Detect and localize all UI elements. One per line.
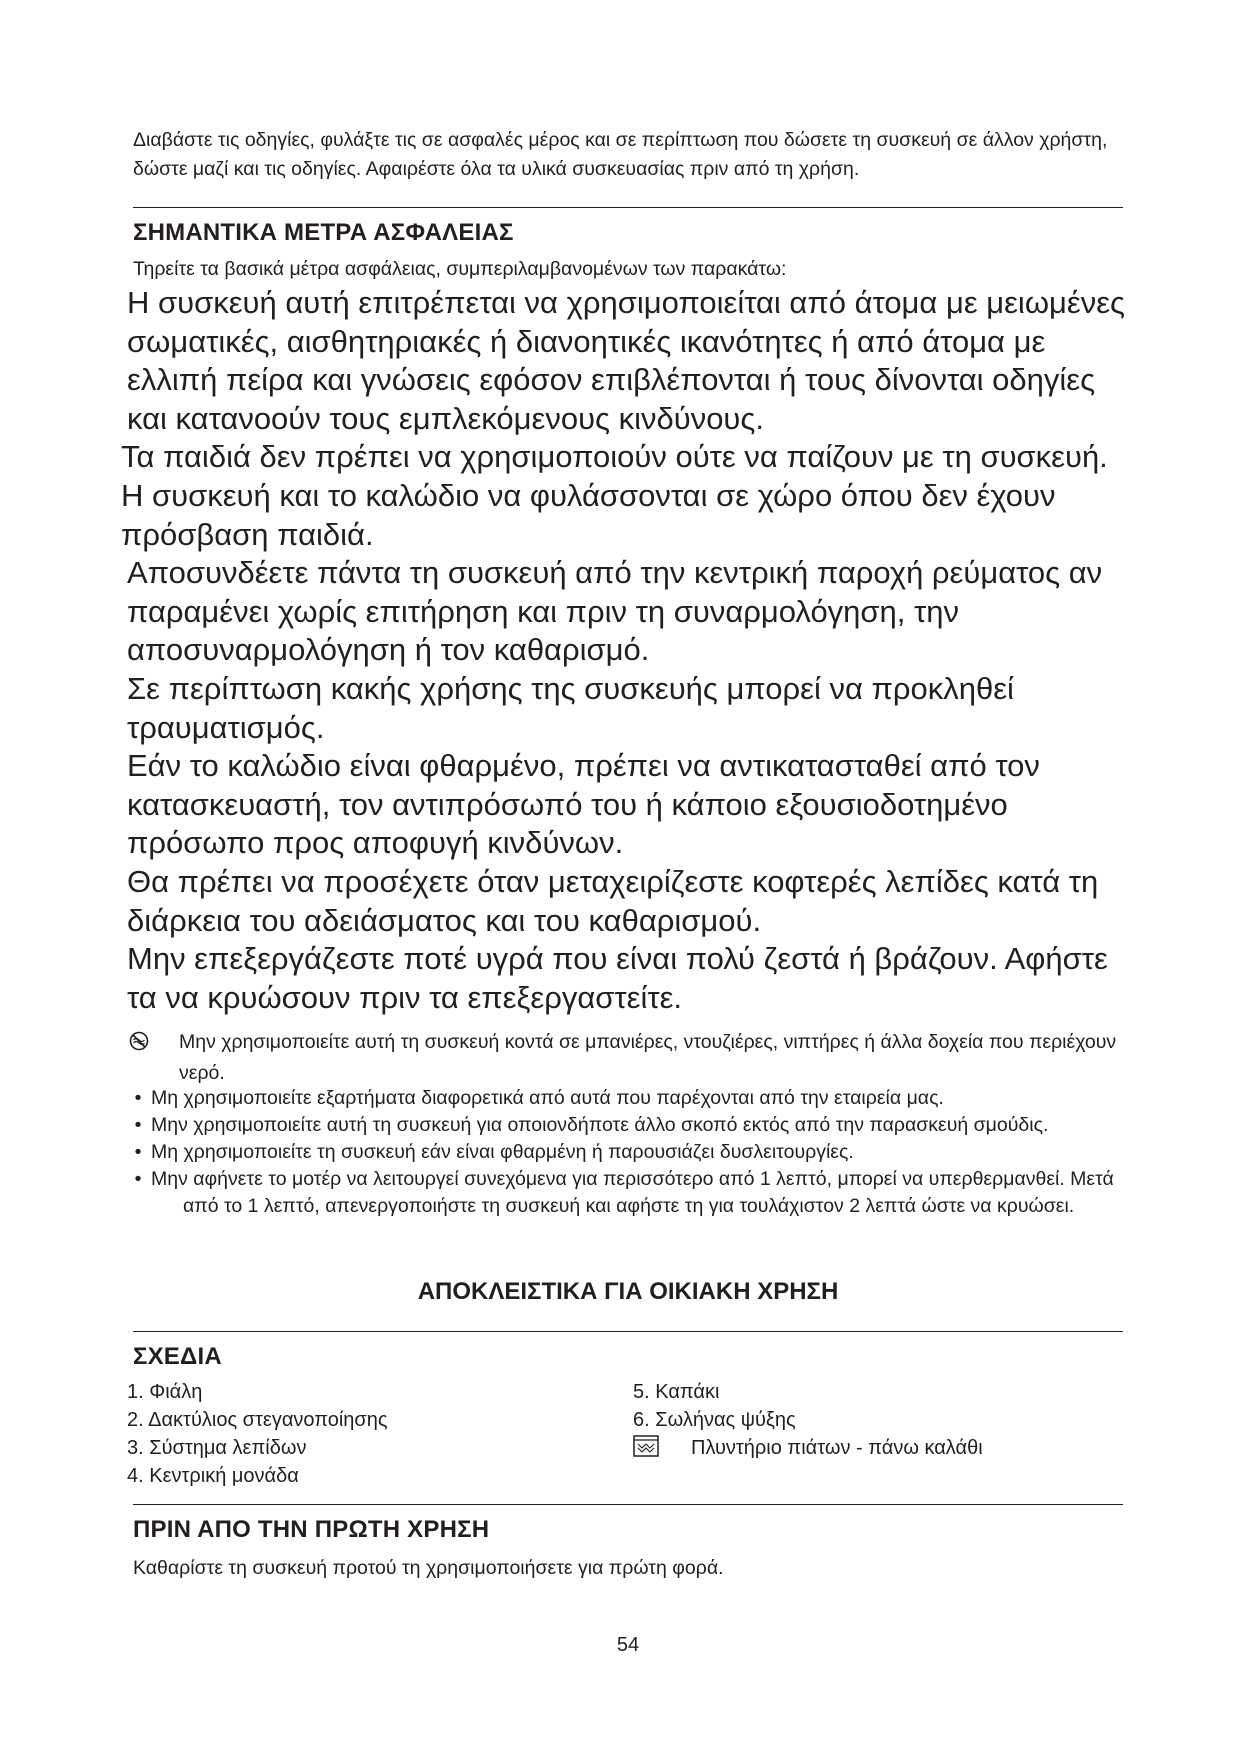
- first-use-text: Καθαρίστε τη συσκευή προτού τη χρησιμοποιήσετε για πρώτη φορά.: [133, 1557, 724, 1579]
- list-item: 5. Καπάκι: [633, 1381, 720, 1403]
- water-warning: [129, 1027, 1129, 1089]
- safety-subtext: Τηρείτε τα βασικά μέτρα ασφάλειας, συμπεριλαμβανομένων των παρακάτω:: [133, 258, 787, 280]
- list-item: • Μην χρησιμοποιείτε αυτή τη συσκευή για οποιονδήποτε άλλο σκοπό εκτός από την παρασκευή σμούδις.: [131, 1112, 1141, 1139]
- bullet-symbol: •: [134, 1087, 142, 1109]
- parts-column-left: [127, 1378, 388, 1490]
- safety-paragraph: Η συσκευή αυτή επιτρέπεται να χρησιμοποιείται από άτομα με μειωμένες σωματικές, αισθητηριακές ή διανοητικές ικανότητες ή από άτομα με ελλιπή πείρα και γνώσεις εφόσον επιβλέπονται ή τους δίνονται οδηγίες και κατανοούν τους εμπλεκόμενους κινδύνους.: [127, 285, 1125, 436]
- section-divider: [133, 207, 1123, 208]
- water-warning-text: Μην χρησιμοποιείτε αυτή τη συσκευή κοντά σε μπανιέρες, ντουζιέρες, νιπτήρες ή άλλα δοχεία που περιέχουν νερό.: [179, 1031, 1117, 1084]
- first-use-heading: ΠΡΙΝ ΑΠΟ ΤΗΝ ΠΡΩΤΗ ΧΡΗΣΗ: [133, 1516, 490, 1543]
- list-item: 4. Κεντρική μονάδα: [127, 1465, 299, 1487]
- safety-paragraph: Τα παιδιά δεν πρέπει να χρησιμοποιούν ούτε να παίζουν με τη συσκευή. Η συσκευή και το καλώδιο να φυλάσσονται σε χώρο όπου δεν έχουν πρόσβαση παιδιά.: [121, 439, 1108, 552]
- section-divider: [133, 1504, 1123, 1505]
- no-water-icon: [129, 1031, 149, 1051]
- safety-heading: ΣΗΜΑΝΤΙΚΑ ΜΕΤΡΑ ΑΣΦΑΛΕΙΑΣ: [133, 219, 514, 246]
- safety-bullet-list: [131, 1085, 1141, 1220]
- page-number: 54: [616, 1634, 640, 1656]
- parts-column-right: [633, 1378, 983, 1462]
- dishwasher-label: Πλυντήριο πιάτων - πάνω καλάθι: [691, 1437, 983, 1459]
- list-item: 6. Σωλήνας ψύξης: [633, 1409, 796, 1431]
- household-use-title: ΑΠΟΚΛΕΙΣΤΙΚΑ ΓΙΑ ΟΙΚΙΑΚΗ ΧΡΗΣΗ: [417, 1278, 839, 1305]
- bullet-symbol: •: [134, 1168, 142, 1190]
- list-item: 3. Σύστημα λεπίδων: [127, 1437, 307, 1459]
- safety-paragraph: Μην επεξεργάζεστε ποτέ υγρά που είναι πολύ ζεστά ή βράζουν. Αφήστε τα να κρυώσουν πριν τα επεξεργαστείτε.: [127, 941, 1108, 1015]
- safety-paragraph: Εάν το καλώδιο είναι φθαρμένο, πρέπει να αντικατασταθεί από τον κατασκευαστή, τον αντιπρόσωπό του ή κάποιο εξουσιοδοτημένο πρόσωπο προς αποφυγή κινδύνων.: [127, 748, 1040, 861]
- safety-paragraph: Σε περίπτωση κακής χρήσης της συσκευής μπορεί να προκληθεί τραυματισμός.: [127, 670, 1014, 745]
- list-item: 1. Φιάλη: [127, 1381, 203, 1403]
- section-divider: [133, 1331, 1123, 1332]
- safety-paragraph: Αποσυνδέετε πάντα τη συσκευή από την κεντρική παροχή ρεύματος αν παραμένει χωρίς επιτήρηση και πριν τη συναρμολόγηση, την αποσυναρμολόγηση ή τον καθαρισμό.: [127, 555, 1103, 668]
- dishwasher-item: [633, 1434, 983, 1462]
- safety-paragraph: Θα πρέπει να προσέχετε όταν μεταχειρίζεστε κοφτερές λεπίδες κατά τη διάρκεια του αδειάσματος και του καθαρισμού.: [127, 863, 1099, 938]
- dishwasher-icon: [633, 1435, 659, 1457]
- bullet-symbol: •: [134, 1114, 142, 1136]
- list-item: 2. Δακτύλιος στεγανοποίησης: [127, 1409, 388, 1431]
- safety-important-list: [121, 284, 1137, 1017]
- bullet-symbol: •: [134, 1141, 142, 1163]
- designs-heading: ΣΧΕΔΙΑ: [133, 1343, 222, 1370]
- list-item: • Μη χρησιμοποιείτε εξαρτήματα διαφορετικά από αυτά που παρέχονται από την εταιρεία μας.: [131, 1085, 1141, 1112]
- intro-paragraph: Διαβάστε τις οδηγίες, φυλάξτε τις σε ασφαλές μέρος και σε περίπτωση που δώσετε τη συσκευή σε άλλον χρήστη, δώστε μαζί και τις οδηγίες. Αφαιρέστε όλα τα υλικά συσκευασίας πριν από τη χρήση.: [133, 129, 1108, 180]
- list-item: • Μην αφήνετε το μοτέρ να λειτουργεί συνεχόμενα για περισσότερο από 1 λεπτό, μπορεί να υπερθερμανθεί. Μετά από το 1 λεπτό, απενεργοποιήστε τη συσκευή και αφήστε τη για τουλάχιστον 2 λεπτά ώστε να κρυώσει.: [131, 1166, 1141, 1220]
- list-item: • Μη χρησιμοποιείτε τη συσκευή εάν είναι φθαρμένη ή παρουσιάζει δυσλειτουργίες.: [131, 1139, 1141, 1166]
